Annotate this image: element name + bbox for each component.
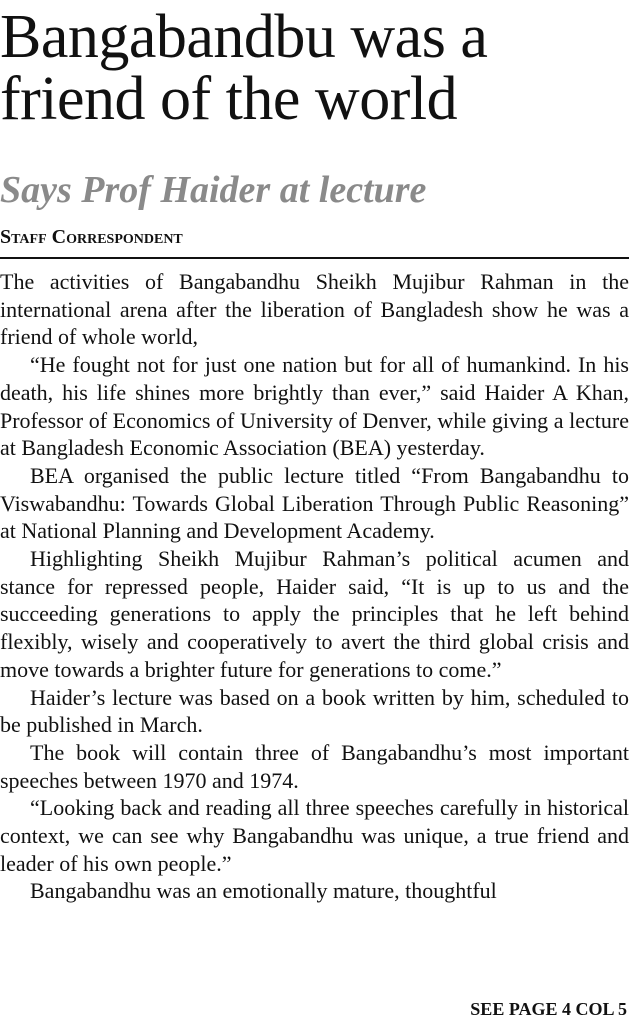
- paragraph: “He fought not for just one nation but for all of humankind. In his death, his life shines more brightly than ever,” said Haider A Khan, Professor of Economics of University of Denver, while giving a lecture at Bangladesh Economic Association (BEA) yesterday.: [0, 352, 629, 461]
- byline: Staff Correspondent: [0, 226, 183, 248]
- paragraph: The book will contain three of Bangabandhu’s most important speeches between 1970 and 1974.: [0, 739, 629, 793]
- paragraph: The activities of Bangabandhu Sheikh Mujibur Rahman in the international arena after the liberation of Bangladesh show he was a friend of whole world,: [0, 269, 629, 350]
- paragraph: “Looking back and reading all three speeches carefully in historical context, we can see why Bangabandhu was unique, a true friend and leader of his own people.”: [0, 795, 629, 876]
- paragraph: BEA organised the public lecture titled “From Bangabandhu to Viswabandhu: Towards Global Liberation Through Public Reasoning” at National Planning and Development Academy.: [0, 462, 629, 544]
- paragraph: Haider’s lecture was based on a book written by him, scheduled to be published in March.: [0, 684, 629, 738]
- paragraph: Highlighting Sheikh Mujibur Rahman’s political acumen and stance for repressed people, Haider said, “It is up to us and the succeeding generations to apply the principles that he left behind flexibly, wisely and cooperatively to avert the third global crisis and move towards a brighter future for generations to come.”: [0, 546, 629, 682]
- headline: Bangabandbu was a friend of the world: [0, 3, 488, 133]
- byline-divider: [0, 257, 629, 259]
- article-body: [0, 268, 629, 990]
- paragraph: Bangabandhu was an emotionally mature, thoughtful: [30, 878, 497, 904]
- continuation-link[interactable]: SEE PAGE 4 COL 5: [470, 999, 627, 1019]
- subheadline: Says Prof Haider at lecture: [0, 169, 427, 211]
